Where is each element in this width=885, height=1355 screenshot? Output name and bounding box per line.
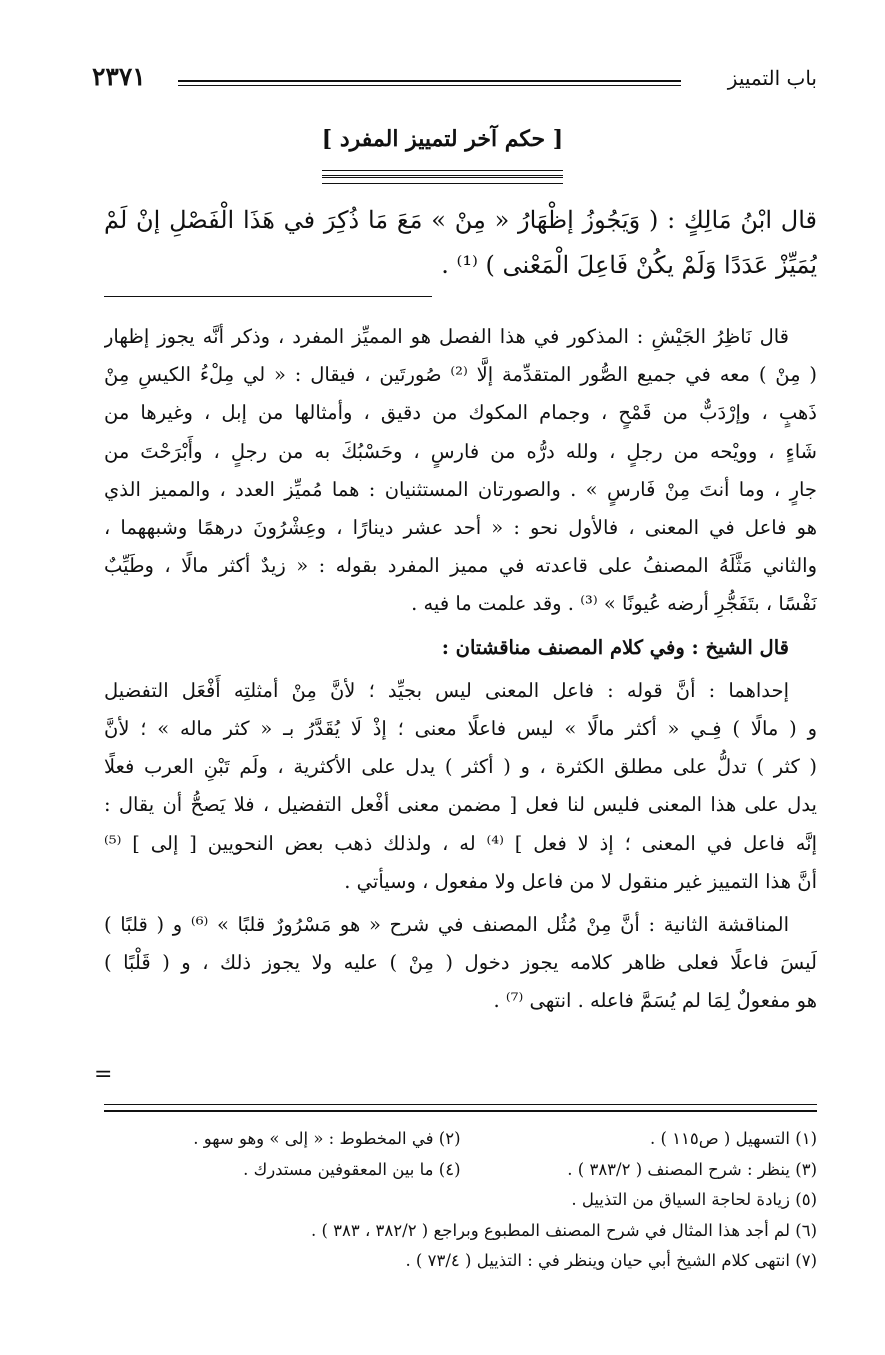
footnote-5: (٥) زيادة لحاجة السياق من التذييل . [571,1190,817,1209]
commentary-line: شَاءٍ ، وويْحه من رجلٍ ، ولله درُّه من فارسٍ ، وحَسْبُكَ به من رجلٍ ، وأَبْرَحْتَ من [104,439,817,463]
commentary-line: و ( مالًا ) فِـي « أكثر مالًا » ليس فاعلًا معنى ؛ إذْ لَا يُقَدَّرُ بـ « كثر ماله » ؛ لأنَّ [104,717,817,741]
header-rule [178,80,681,86]
footnote-rule [104,1104,817,1112]
commentary-line: ذَهبٍ ، وإرْدَبٌّ من قَمْحٍ ، وجمام المكوك من دقيق ، وأمثالها من إبل ، وغيرها من [104,401,817,425]
subheading-sheikh: قال الشيخ : وفي كلام المصنف مناقشتان : [441,635,789,659]
section-heading: [ حكم آخر لتمييز المفرد ] [321,126,564,152]
matn-line: يُمَيِّزْ عَدَدًا وَلَمْ يكُنْ فَاعِلَ الْمَعْنى ) ⁽¹⁾ . [441,251,817,279]
commentary-line: يدل على هذا المعنى فليس لنا فعل [ مضمن معنى أفْعل التفضيل ، فلا يَصحُّ أن يقال : [104,793,817,817]
commentary-line: قال نَاظِرُ الجَيْشِ : المذكور في هذا الفصل هو المميِّز المفرد ، وذكر أنَّه يجوز إظهار [104,325,789,348]
commentary-line: هو فاعل في المعنى ، فالأول نحو : « أحد عشر دينارًا ، وعِشْرُونَ درهمًا وشبههما ، [104,516,817,540]
commentary-line: ( مِنْ ) معه في جميع الصُّور المتقدِّمة إلَّا ⁽²⁾ صُورتَين ، فيقال : « لي مِلْءُ الكيسِ مِنْ [104,363,817,387]
footnote-4: (٤) ما بين المعقوفين مستدرك . [243,1159,461,1179]
matn-line: قال ابْنُ مَالِكٍ : ( وَيَجُوزُ إظْهَارُ « مِنْ » مَعَ مَا ذُكِرَ في هَذَا الْفَصْلِ إنْ لَمْ [104,206,817,234]
footnote-3: (٣) ينظر : شرح المصنف ( ٣٨٣/٢ ) . [567,1159,817,1179]
section-heading-rule [322,170,563,184]
footnote-2: (٢) في المخطوط : « إلى » وهو سهو . [193,1129,461,1148]
commentary-line: إنَّه فاعل في المعنى ؛ إذ لا فعل ] ⁽⁴⁾ له ، ولذلك ذهب بعض النحويين [ إلى ] ⁽⁵⁾ [104,831,817,855]
commentary-line: جارٍ ، وما أنتَ مِنْ فَارسٍ » . والصورتان المستثنيان : هما مُميِّز العدد ، والمميز الذي [104,477,817,501]
commentary-line: ( كثر ) تدلُّ على مطلق الكثرة ، و ( أكثر ) يدل على الأكثرية ، ولَم تَبْنِ العرب فعلًا [104,755,817,779]
footnote-1: (١) التسهيل ( ص١١٥ ) . [649,1129,817,1148]
commentary-line: إحداهما : أنَّ قوله : فاعل المعنى ليس بجيِّد ؛ لأنَّ مِنْ أمثلتِه أَفْعَل التفضيل [104,678,789,702]
commentary-line [104,629,817,667]
footnotes [104,1124,817,1277]
commentary-text [104,318,817,1021]
running-header-title: باب التمييز [727,66,817,90]
commentary-line: المناقشة الثانية : أنَّ مِنْ مُثُل المصنف في شرح « هو مَسْرُورٌ قلبًا » ⁽⁶⁾ و ( قلبًا ) [104,913,789,937]
matn-text [104,198,817,288]
commentary-line: هو مفعولٌ لِمَا لم يُسَمَّ فاعله . انتهى ⁽⁷⁾ . [493,989,817,1013]
margin-continuation-mark: = [94,1062,113,1087]
footnote-row [104,1124,817,1155]
matn-separator-rule [104,296,432,297]
page-number: ٢٣٧١ [92,62,146,91]
commentary-line: لَيسَ فاعلًا فعلى ظاهر كلامه يجوز دخول ( مِنْ ) عليه ولا يجوز ذلك ، و ( قَلْبًا ) [104,951,817,975]
commentary-line: أنَّ هذا التمييز غير منقول لا من فاعل ولا مفعول ، وسيأتي . [344,869,817,893]
footnote-7: (٧) انتهى كلام الشيخ أبي حيان وينظر في : التذييل ( ٧٣/٤ ) . [405,1251,817,1270]
commentary-line: نَفْسًا ، بتَفَجُّرِ أرضه عُيونًا » ⁽³⁾ . وقد علمت ما فيه . [411,592,817,616]
footnote-row [104,1155,817,1186]
footnote-6: (٦) لم أجد هذا المثال في شرح المصنف المطبوع وبراجع ( ٣٨٢/٢ ، ٣٨٣ ) . [310,1220,817,1240]
commentary-line: والثاني مَثَّلَهُ المصنفُ على قاعدته في مميز المفرد بقوله : « زيدٌ أكثر مالًا ، وطَيِّبٌ [104,554,817,578]
